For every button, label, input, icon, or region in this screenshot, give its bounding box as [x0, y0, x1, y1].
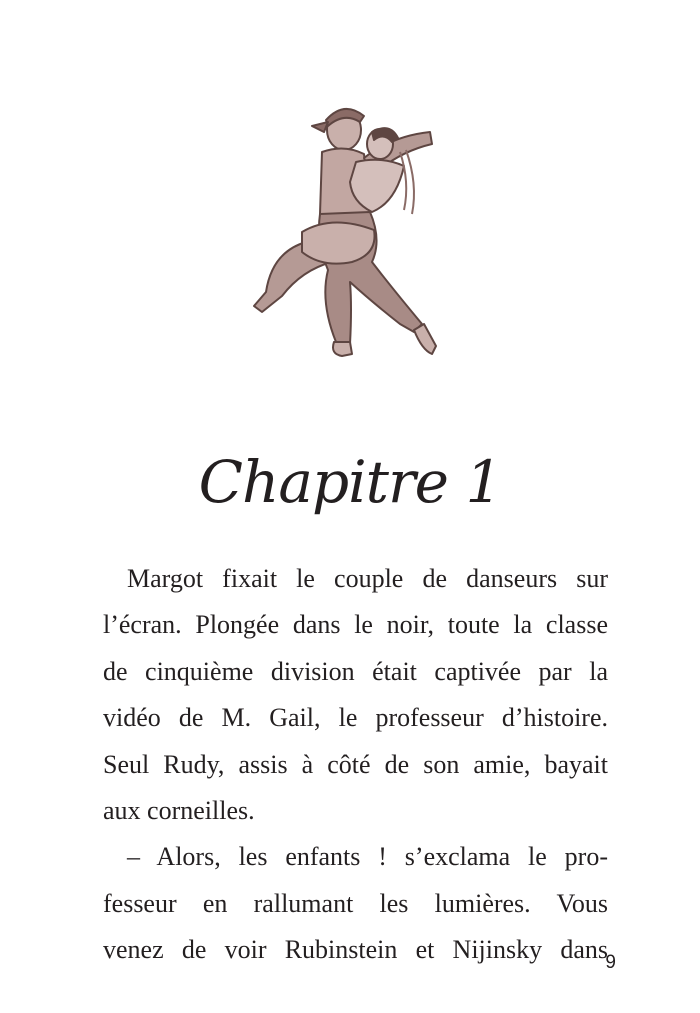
- body-line: aux corneilles.: [103, 795, 255, 825]
- body-text: [103, 556, 608, 974]
- page-number: 9: [605, 952, 616, 973]
- body-line: Seul Rudy, assis à côté de son amie, bayait: [103, 749, 608, 779]
- body-line: venez de voir Rubinstein et Nijinsky dans: [103, 935, 608, 965]
- body-line: fesseur en rallumant les lumières. Vous: [103, 888, 608, 918]
- body-line: Margot fixait le couple de danseurs sur: [127, 564, 608, 593]
- dancers-illustration: [232, 92, 438, 360]
- body-line: – Alors, les enfants ! s’exclama le pro-: [127, 842, 608, 872]
- body-line: l’écran. Plongée dans le noir, toute la classe: [103, 610, 608, 640]
- chapter-title: Chapitre 1: [198, 448, 502, 516]
- body-line: de cinquième division était captivée par la: [103, 656, 608, 686]
- body-line: vidéo de M. Gail, le professeur d’histoire.: [103, 703, 608, 733]
